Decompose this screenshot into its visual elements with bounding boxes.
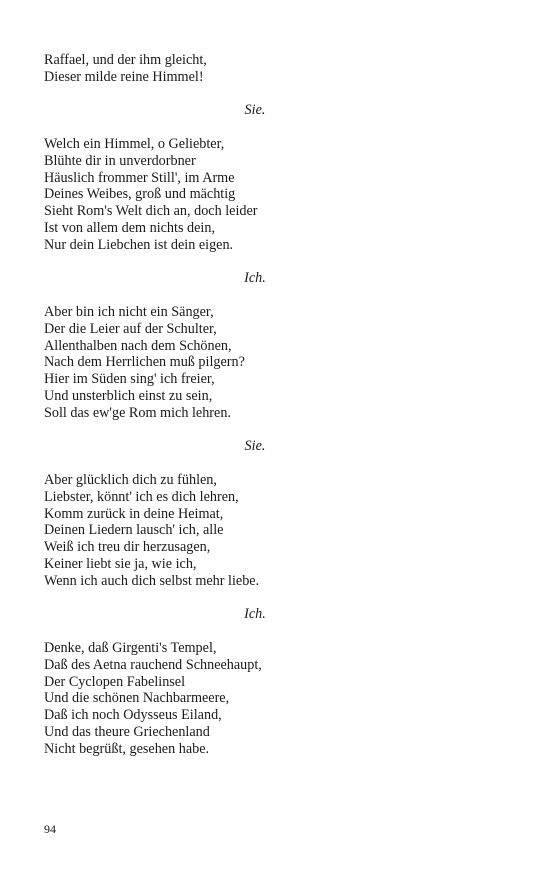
stanza: [44, 640, 504, 758]
verse-line: Aber bin ich nicht ein Sänger,: [44, 304, 214, 320]
verse-line: Der Cyclopen Fabelinsel: [44, 673, 186, 690]
verse-line: Nicht begrüßt, gesehen habe.: [44, 740, 210, 757]
opening-verse: [44, 52, 504, 86]
verse-line: Der die Leier auf der Schulter,: [44, 320, 217, 337]
verse-line: Ist von allem dem nichts dein,: [44, 219, 216, 236]
verse-line: Keiner liebt sie ja, wie ich,: [44, 555, 197, 572]
verse-line: Häuslich frommer Still', im Arme: [44, 169, 235, 186]
verse-line: Weiß ich treu dir herzusagen,: [44, 539, 211, 556]
stanza: [44, 304, 504, 422]
verse-line: Allenthalben nach dem Schönen,: [44, 337, 232, 354]
verse-line: Und unsterblich einst zu sein,: [44, 387, 213, 404]
verse-line: Wenn ich auch dich selbst mehr liebe.: [44, 572, 260, 589]
verse-line: Und das theure Griechenland: [44, 723, 210, 740]
verse-line: Sieht Rom's Welt dich an, doch leider: [44, 203, 258, 220]
stanza: [44, 136, 504, 254]
verse-line: Denke, daß Girgenti's Tempel,: [44, 640, 217, 656]
verse-line: Soll das ew'ge Rom mich lehren.: [44, 404, 231, 421]
verse-line: Dieser milde reine Himmel!: [44, 68, 204, 85]
verse-line: Komm zurück in deine Heimat,: [44, 505, 224, 522]
speaker-label: Sie.: [244, 438, 266, 454]
verse-line: Daß ich noch Odysseus Eiland,: [44, 707, 222, 724]
speaker-label: Ich.: [244, 606, 266, 622]
verse-line: Und die schönen Nachbarmeere,: [44, 690, 230, 707]
verse-line: Blühte dir in unverdorbner: [44, 152, 196, 169]
verse-line: Deines Weibes, groß und mächtig: [44, 186, 236, 203]
speaker-label: Sie.: [244, 102, 266, 118]
verse-line: Liebster, könnt' ich es dich lehren,: [44, 488, 239, 505]
verse-line: Welch ein Himmel, o Geliebter,: [44, 136, 225, 152]
verse-line: Aber glücklich dich zu fühlen,: [44, 472, 217, 488]
stanza: [44, 472, 504, 590]
verse-line: Nur dein Liebchen ist dein eigen.: [44, 236, 234, 253]
speaker-label: Ich.: [244, 270, 266, 286]
verse-line: Nach dem Herrlichen muß pilgern?: [44, 354, 245, 371]
verse-line: Deinen Liedern lausch' ich, alle: [44, 522, 224, 539]
verse-line: Hier im Süden sing' ich freier,: [44, 371, 215, 388]
verse-line: Daß des Aetna rauchend Schneehaupt,: [44, 656, 262, 673]
page-number: 94: [44, 822, 56, 836]
verse-line: Raffael, und der ihm gleicht,: [44, 52, 207, 68]
